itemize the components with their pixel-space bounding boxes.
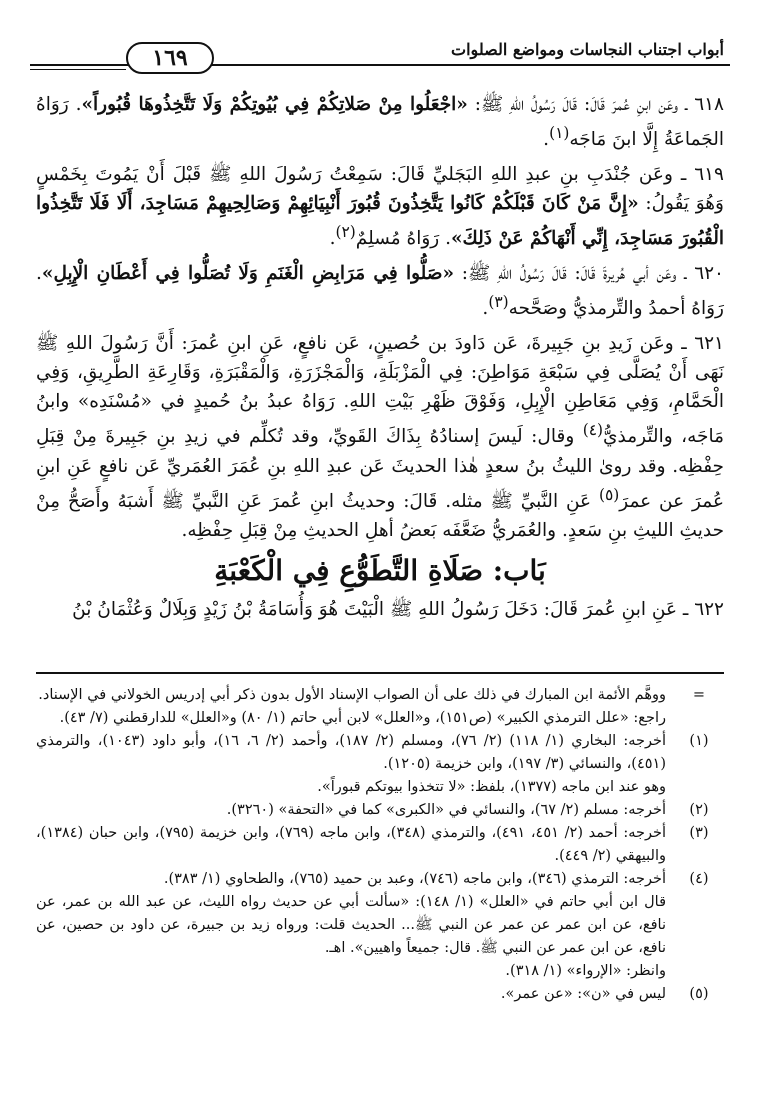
footnote-ref: (١)	[549, 124, 570, 142]
footnote-2	[36, 799, 724, 822]
hadith-commentary-end: عَنِ النَّبيِّ ﷺ مثله. قَالَ: وحديثُ ابنِ عُمرَ عَنِ النَّبيِّ ﷺ أَشبَهُ وأَصَحُّ مِنْ حديثِ الليثِ بنِ سَعدٍ. والعُمَريُّ ضَعَّفَه بَعضُ أهلِ الحديثِ مِنْ قِبَلِ حِفْظِه.	[36, 490, 724, 541]
footnote-line: قال ابن أبي حاتم في «العلل» (١/ ١٤٨): «سألت أبي عن حديث رواه الليث، عن عبد الله بن عمر، عن نافع، عن ابن عمر عن عمر عن النبي ﷺ... الحديث قلت: ورواه زيد بن جبيرة، عن داود بن حصين، عن نافع، عن ابن عمر عن النبي ﷺ. قال: جميعاً واهيين». اهـ.	[36, 894, 667, 956]
footnote-1	[36, 730, 724, 799]
hadith-number: ٦٢٠	[694, 263, 724, 285]
footnote-line: ووهَّم الأئمة ابن المبارك في ذلك على أن الصواب الإسناد الأول بدون ذكر أبي إدريس الخولاني في الإسناد.	[38, 687, 666, 703]
hadith-source: . رَوَاهُ الجَماعَةُ إِلَّا ابنَ مَاجَه	[36, 94, 724, 151]
footnote-line: وهو عند ابن ماجه (١٣٧٧)، بلفظ: «لا تتخذوا بيوتكم قبوراً».	[317, 779, 666, 795]
hadith-source: . رَوَاهُ أحمدُ والتِّرمذيُّ وصَحَّحه	[36, 263, 724, 320]
footnote-marker: =	[692, 687, 706, 703]
footnote-line: أخرجه: أحمد (٢/ ٤٥١، ٤٩١)، والترمذي (٣٤٨)، وابن ماجه (٧٦٩)، وابن خزيمة (٧٩٥)، وابن حبان (١٣٨٤)، والبيهقي (٢/ ٤٤٩).	[36, 825, 666, 864]
hadith-620	[36, 259, 724, 323]
footnote-marker: (١)	[689, 733, 709, 749]
footnote-divider	[36, 672, 724, 674]
footnote-marker: (٥)	[689, 986, 709, 1002]
hadith-text: ـ عَنِ ابنِ عُمرَ قَالَ: دَخَلَ رَسُولُ اللهِ ﷺ الْبَيْتَ هُوَ وَأُسَامَةُ بْنُ زَيْدٍ وَبِلَالٌ وَعُثْمَانُ بْنُ	[72, 598, 695, 620]
hadith-619	[36, 160, 724, 253]
sentence-end: .	[543, 129, 550, 151]
header-rule-secondary	[30, 69, 126, 70]
hadith-number: ٦١٩	[694, 164, 724, 186]
hadith-number: ٦١٨	[694, 94, 724, 115]
hadith-text: ـ وعَن زَيدِ بنِ جَبِيرةَ، عَن دَاودَ بن حُصينٍ، عَن نافعٍ، عَنِ ابنِ عُمرَ: أَنَّ رَسُولَ اللهِ ﷺ نَهَى أَنْ يُصَلَّى فِي سَبْعَةِ مَوَاطِنَ: فِي الْمَزْبَلَةِ، وَالْمَجْزَرَةِ، وَالْمَقْبَرَةِ، وَقَارِعَةِ الطَّرِيقِ، وَفِي الْحَمَّامِ، وَفِي مَعَاطِنِ الْإِبِلِ، وَفَوْقَ ظَهْرِ بَيْتِ اللهِ. رَوَاهُ عبدُ بنُ حُميدٍ في «مُسْنَدِه» وابنُ مَاجَه، والتِّرمذيُّ	[36, 333, 724, 448]
hadith-quote: «صَلُّوا فِي مَرَابِضِ الْغَنَمِ وَلَا تُصَلُّوا فِي أَعْطَانِ الْإِبِلِ»	[41, 263, 455, 285]
footnote-ref: (٥)	[598, 485, 620, 504]
hadith-commentary: وقال: لَيسَ إسنادُهُ بِذَاكَ القَويِّ، وقد تُكلِّم في زيدِ بنِ جَبِيرةَ مِنْ قِبَلِ حِفْظِه. وقد روىٰ الليثُ بنُ سعدٍ هٰذا الحديثَ عَن عبدِ اللهِ بنِ عُمَرَ العُمَريِّ عَن نافعٍ عَنِ ابنِ عُمرَ عن عمرَ	[36, 426, 724, 512]
footnotes	[36, 684, 724, 1006]
hadith-chain: ـ وعَن جُنْدَبِ بنِ عبدِ اللهِ البَجَليِّ قَالَ: سَمِعْتُ رَسُولَ اللهِ ﷺ قَبْلَ أَنْ يَمُوتَ بِخَمْسٍ وَهُوَ يَقُولُ:	[36, 164, 724, 215]
hadith-chain: ـ وعَن أبي هُريرةَ قَالَ: قَالَ رَسُولُ اللهِ ﷺ:	[454, 263, 695, 285]
footnote-3	[36, 822, 724, 868]
sentence-end: .	[329, 228, 336, 250]
footnote-ref: (٤)	[582, 421, 604, 440]
sentence-end: .	[482, 298, 489, 320]
hadith-622	[36, 595, 724, 624]
hadith-source: . رَوَاهُ مُسلِمٌ	[355, 228, 451, 250]
footnote-line: أخرجه: الترمذي (٣٤٦)، وابن ماجه (٧٤٦)، وعبد بن حميد (٧٦٥)، والطحاوي (١/ ٣٨٣).	[163, 871, 666, 887]
footnote-continued	[36, 684, 724, 730]
hadith-chain: ـ وعَن ابنِ عُمرَ قَالَ: قَالَ رَسُولُ اللهِ ﷺ:	[467, 94, 695, 115]
hadith-quote: «اجْعَلُوا مِنْ صَلاتِكُمْ فِي بُيُوتِكُمْ وَلَا تَتَّخِذُوهَا قُبُوراً»	[81, 94, 468, 115]
footnote-line: أخرجه: مسلم (٢/ ٦٧)، والنسائي في «الكبرى» كما في «التحفة» (٣٢٦٠).	[226, 802, 666, 818]
footnote-marker: (٤)	[689, 871, 709, 887]
hadith-618	[36, 90, 724, 154]
footnote-line: راجع: «علل الترمذي الكبير» (ص١٥١)، و«العلل» لابن أبي حاتم (١/ ٨٠) و«العلل» للدارقطني (٧/ ٤٣).	[59, 710, 666, 726]
footnote-line: ليس في «ن»: «عن عمر».	[500, 986, 666, 1002]
footnote-line: وانظر: «الإرواء» (١/ ٣١٨).	[505, 963, 666, 979]
running-title: أبواب اجتناب النجاسات ومواضع الصلوات	[451, 40, 724, 59]
footnote-marker: (٣)	[689, 825, 709, 841]
chapter-title: بَاب: صَلَاةِ التَّطَوُّعِ فِي الْكَعْبَةِ	[214, 553, 546, 587]
page-header	[30, 36, 730, 76]
hadith-number: ٦٢١	[694, 333, 724, 355]
hadith-number: ٦٢٢	[694, 598, 724, 620]
hadith-621	[36, 329, 724, 544]
page-number: ١٦٩	[126, 42, 214, 74]
footnote-ref: (٢)	[335, 223, 356, 242]
hadith-quote: «إِنَّ مَنْ كَانَ قَبْلَكُمْ كَانُوا يَتَّخِذُونَ قُبُورَ أَنْبِيَائِهِمْ وَصَالِحِيهِمْ مَسَاجِدَ، أَلَا فَلَا تَتَّخِذُوا الْقُبُورَ مَسَاجِدَ، إِنِّي أَنْهَاكُمْ عَنْ ذَلِكَ»	[36, 193, 724, 250]
main-text	[36, 90, 724, 630]
footnote-marker: (٢)	[689, 802, 709, 818]
footnote-5	[36, 983, 724, 1006]
footnote-4	[36, 868, 724, 983]
footnote-line: أخرجه: البخاري (١/ ١١٨) (٢/ ٧٦)، ومسلم (٢/ ١٨٧)، وأحمد (٢/ ٦، ١٦)، وأبو داود (١٠٤٣)، والترمذي (٤٥١)، والنسائي (٣/ ١٩٧)، وابن خزيمة (١٢٠٥).	[36, 733, 667, 772]
footnote-ref: (٣)	[488, 293, 509, 312]
